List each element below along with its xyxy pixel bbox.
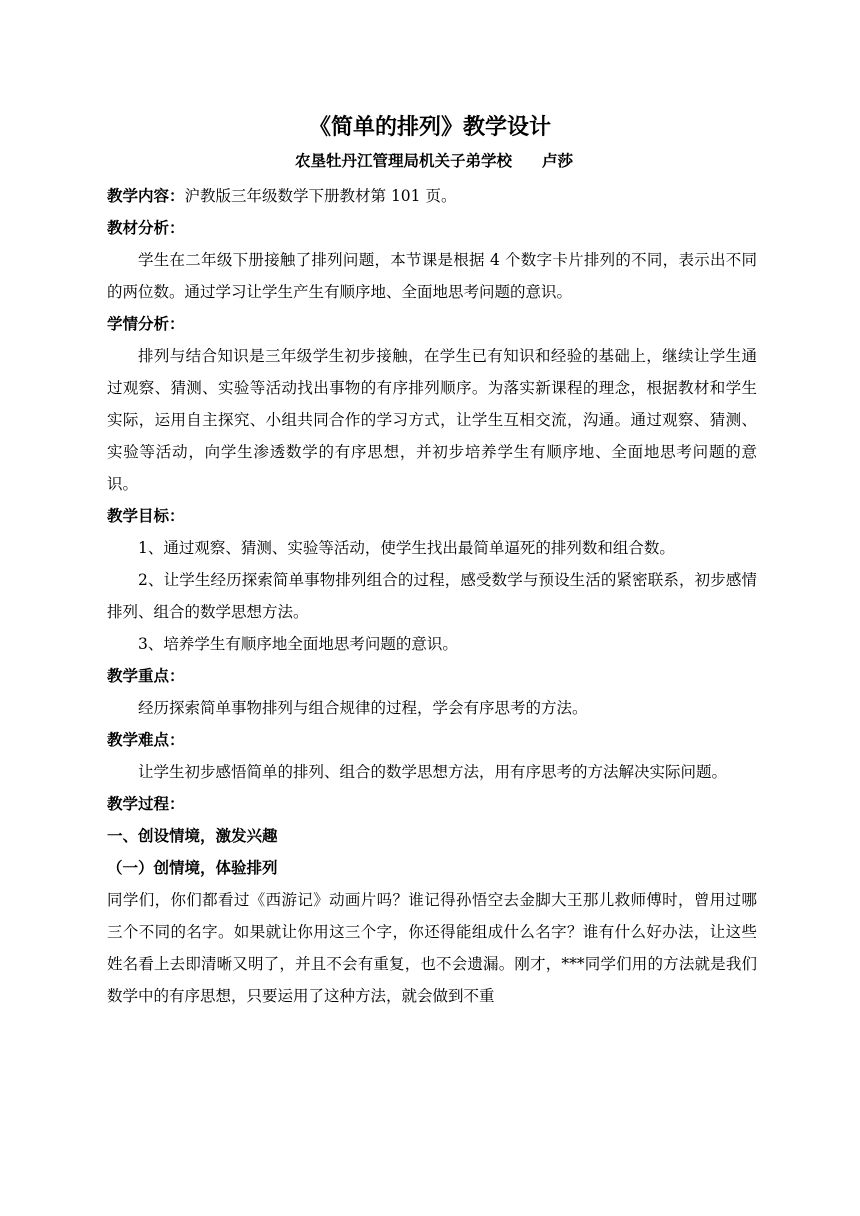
analysis-text: 学生在二年级下册接触了排列问题，本节课是根据 4 个数字卡片排列的不同，表示出不同的两位数。通过学习让学生产生有顺序地、全面地思考问题的意识。 bbox=[107, 251, 757, 301]
author-school: 农垦牡丹江管理局机关子弟学校 bbox=[294, 152, 512, 170]
student-text: 排列与结合知识是三年级学生初步接触，在学生已有知识和经验的基础上，继续让学生通过观察、猜测、实验等活动找出事物的有序排列顺序。为落实新课程的理念，根据教材和学生实际，运用自主探究、小组共同合作的学习方式，让学生互相交流，沟通。通过观察、猜测、实验等活动，向学生渗透数学的有序思想，并初步培养学生有顺序地、全面地思考问题的意识。 bbox=[107, 347, 757, 493]
section-heading-1: 一、创设情境，激发兴趣 bbox=[107, 827, 278, 845]
author-name: 卢莎 bbox=[542, 152, 574, 170]
difficulty-text: 让学生初步感悟简单的排列、组合的数学思想方法，用有序思考的方法解决实际问题。 bbox=[138, 763, 728, 781]
difficulty-label: 教学难点： bbox=[107, 731, 185, 749]
process-text: 同学们，你们都看过《西游记》动画片吗？谁记得孙悟空去金脚大王那儿救师傅时，曾用过哪三个不同的名字。如果就让你用这三个字，你还得能组成什么名字？谁有什么好办法，让这些姓名看上去即清晰又明了，并且不会有重复，也不会遗漏。刚才，***同学们用的方法就是我们数学中的有序思想，只要运用了这种方法，就会做到不重 bbox=[107, 891, 757, 1005]
subsection-heading-1: （一）创情境，体验排列 bbox=[107, 859, 278, 877]
key-text: 经历探索简单事物排列与组合规律的过程，学会有序思考的方法。 bbox=[138, 699, 588, 717]
document-body bbox=[107, 180, 757, 1012]
goal-item-2: 2、让学生经历探索简单事物排列组合的过程，感受数学与预设生活的紧密联系，初步感情排列、组合的数学思想方法。 bbox=[107, 571, 757, 621]
content-paragraph bbox=[107, 180, 757, 212]
content-label: 教学内容： bbox=[107, 187, 185, 205]
process-label: 教学过程： bbox=[107, 795, 185, 813]
key-label: 教学重点： bbox=[107, 667, 185, 685]
student-label: 学情分析： bbox=[107, 315, 185, 333]
document-title: 《简单的排列》教学设计 bbox=[308, 115, 551, 140]
goal-item-1: 1、通过观察、猜测、实验等活动，使学生找出最简单逼死的排列数和组合数。 bbox=[138, 539, 675, 557]
analysis-label: 教材分析： bbox=[107, 219, 185, 237]
goal-item-3: 3、培养学生有顺序地全面地思考问题的意识。 bbox=[138, 635, 458, 653]
author-line bbox=[0, 150, 860, 172]
goals-label: 教学目标： bbox=[107, 507, 185, 525]
content-text: 沪教版三年级数学下册教材第 101 页。 bbox=[184, 187, 457, 205]
